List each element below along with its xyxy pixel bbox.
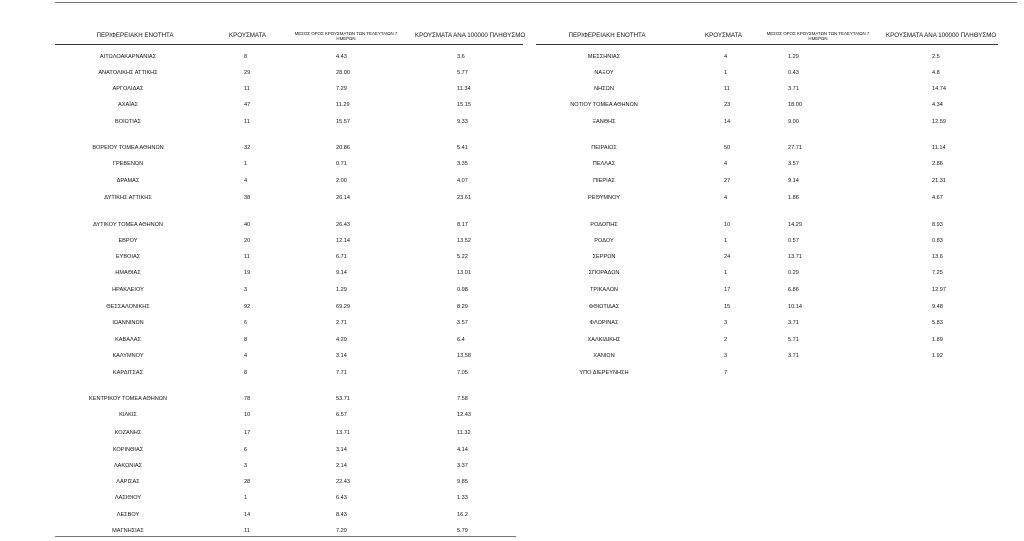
left-header-rule [55, 44, 523, 45]
cell-cases: 6 [244, 447, 248, 453]
right-header-rule [536, 44, 998, 45]
cell-region: ΛΑΡΙΣΑΣ [116, 479, 140, 485]
cell-avg7: 2.14 [336, 463, 347, 469]
cell-avg7: 26.14 [336, 195, 350, 201]
cell-cases: 47 [244, 102, 251, 108]
cell-avg7: 5.71 [788, 337, 799, 343]
cell-avg7: 0.71 [336, 161, 347, 167]
cell-cases: 27 [724, 178, 731, 184]
cell-cases: 1 [724, 70, 728, 76]
cell-per100k: 12.97 [932, 287, 946, 293]
cell-per100k: 5.83 [932, 320, 943, 326]
cell-cases: 19 [244, 270, 251, 276]
cell-per100k: 6.4 [457, 337, 465, 343]
cell-cases: 11 [244, 528, 250, 534]
cell-cases: 3 [724, 353, 728, 359]
cell-avg7: 4.29 [336, 337, 347, 343]
cell-per100k: 23.61 [457, 195, 471, 201]
cell-region: ΦΛΩΡΙΝΑΣ [589, 320, 619, 326]
cell-region: ΑΙΤΩΛΟΑΚΑΡΝΑΝΙΑΣ [99, 54, 157, 60]
cell-avg7: 14.29 [788, 222, 802, 228]
cell-avg7: 20.86 [336, 145, 350, 151]
bottom-rule [55, 536, 516, 537]
cell-cases: 8 [244, 337, 248, 343]
cell-per100k: 12.43 [457, 412, 471, 418]
cell-cases: 11 [244, 119, 250, 125]
right-header-per100k: ΚΡΟΥΣΜΑΤΑ ΑΝΑ 100000 ΠΛΗΘΥΣΜΟ [886, 32, 997, 39]
cell-region: ΡΕΘΥΜΝΟΥ [588, 195, 620, 201]
cell-avg7: 0.57 [788, 238, 799, 244]
cell-cases: 7 [724, 370, 728, 376]
cell-region: ΙΩΑΝΝΙΝΩΝ [112, 320, 144, 326]
cell-region: ΚΟΡΙΝΘΙΑΣ [112, 447, 144, 453]
cell-cases: 14 [724, 119, 731, 125]
cell-cases: 4 [724, 161, 728, 167]
cell-per100k: 5.41 [457, 145, 468, 151]
cell-cases: 8 [244, 54, 248, 60]
cell-cases: 6 [244, 320, 248, 326]
cell-avg7: 9.14 [336, 270, 347, 276]
cell-cases: 1 [724, 238, 728, 244]
cell-cases: 24 [724, 254, 731, 260]
cell-per100k: 4.07 [457, 178, 468, 184]
cell-cases: 4 [244, 178, 248, 184]
cell-per100k: 2.5 [932, 54, 940, 60]
cell-cases: 20 [244, 238, 251, 244]
cell-per100k: 5.79 [457, 528, 468, 534]
cell-per100k: 7.58 [457, 396, 468, 402]
cell-cases: 29 [244, 70, 251, 76]
cell-per100k: 11.34 [457, 86, 471, 92]
cell-region: ΕΥΒΟΙΑΣ [115, 254, 141, 260]
cell-region: ΛΑΚΩΝΙΑΣ [113, 463, 143, 469]
cell-per100k: 5.77 [457, 70, 468, 76]
cell-avg7: 4.43 [336, 54, 347, 60]
cell-region: ΘΕΣΣΑΛΟΝΙΚΗΣ [106, 304, 150, 310]
cell-per100k: 4.8 [932, 70, 940, 76]
cell-per100k: 7.05 [457, 370, 468, 376]
cell-region: ΔΥΤΙΚΟΥ ΤΟΜΕΑ ΑΘΗΝΩΝ [93, 222, 163, 228]
cell-avg7: 11.29 [336, 102, 350, 108]
cell-per100k: 11.32 [457, 430, 471, 436]
cell-avg7: 12.14 [336, 238, 350, 244]
cell-avg7: 0.43 [788, 70, 799, 76]
cell-avg7: 13.71 [788, 254, 802, 260]
cell-avg7: 10.14 [788, 304, 802, 310]
cell-cases: 4 [724, 195, 728, 201]
cell-per100k: 4.67 [932, 195, 943, 201]
cell-cases: 8 [244, 370, 248, 376]
cell-avg7: 69.29 [336, 304, 350, 310]
cell-avg7: 7.29 [336, 528, 347, 534]
cell-per100k: 0.83 [932, 238, 943, 244]
cell-avg7: 6.71 [336, 254, 347, 260]
cell-region: ΡΟΔΟΥ [594, 238, 614, 244]
cell-region: ΝΑΞΟΥ [594, 70, 614, 76]
cell-region: ΝΟΤΙΟΥ ΤΟΜΕΑ ΑΘΗΝΩΝ [570, 102, 638, 108]
cell-avg7: 3.71 [788, 86, 799, 92]
cell-cases: 28 [244, 479, 251, 485]
cell-avg7: 1.29 [336, 287, 347, 293]
cell-cases: 32 [244, 145, 251, 151]
cell-avg7: 3.57 [788, 161, 799, 167]
cell-avg7: 1.86 [788, 195, 799, 201]
cell-per100k: 7.25 [932, 270, 943, 276]
cell-cases: 11 [724, 86, 730, 92]
cell-region: ΓΡΕΒΕΝΩΝ [112, 161, 144, 167]
cell-avg7: 3.14 [336, 447, 347, 453]
cell-avg7: 13.71 [336, 430, 350, 436]
cell-avg7: 7.29 [336, 86, 347, 92]
cell-region: ΜΑΓΝΗΣΙΑΣ [112, 528, 144, 534]
cell-region: ΛΑΣΙΘΙΟΥ [114, 495, 142, 501]
cell-region: ΥΠΟ ΔΙΕΡΕΥΝΗΣΗ [579, 370, 629, 376]
cell-avg7: 3.71 [788, 353, 799, 359]
cell-avg7: 26.43 [336, 222, 350, 228]
cell-per100k: 9.48 [932, 304, 943, 310]
cell-region: ΒΟΡΕΙΟΥ ΤΟΜΕΑ ΑΘΗΝΩΝ [92, 145, 164, 151]
cell-region: ΛΕΣΒΟΥ [116, 512, 140, 518]
cell-cases: 1 [244, 495, 248, 501]
cell-region: ΑΝΑΤΟΛΙΚΗΣ ΑΤΤΙΚΗΣ [98, 70, 158, 76]
cell-cases: 17 [724, 287, 731, 293]
cell-per100k: 4.34 [932, 102, 943, 108]
cell-avg7: 3.71 [788, 320, 799, 326]
right-header-region: ΠΕΡΙΦΕΡΕΙΑΚΗ ΕΝΟΤΗΤΑ [568, 32, 646, 39]
cell-region: ΚΑΒΑΛΑΣ [115, 337, 141, 343]
cell-per100k: 1.92 [932, 353, 943, 359]
cell-per100k: 15.15 [457, 102, 471, 108]
cell-region: ΜΕΣΣΗΝΙΑΣ [587, 54, 621, 60]
cell-cases: 17 [244, 430, 251, 436]
cell-cases: 3 [724, 320, 728, 326]
cell-cases: 23 [724, 102, 731, 108]
cell-cases: 2 [724, 337, 728, 343]
cell-avg7: 2.00 [336, 178, 347, 184]
cell-avg7: 3.14 [336, 353, 347, 359]
cell-cases: 3 [244, 463, 248, 469]
cell-cases: 11 [244, 86, 250, 92]
cell-per100k: 13.52 [457, 238, 471, 244]
cell-per100k: 3.37 [457, 463, 468, 469]
cell-region: ΦΘΙΩΤΙΔΑΣ [588, 304, 620, 310]
cell-cases: 14 [244, 512, 251, 518]
cell-cases: 92 [244, 304, 251, 310]
left-header-region: ΠΕΡΙΦΕΡΕΙΑΚΗ ΕΝΟΤΗΤΑ [96, 32, 174, 39]
cell-region: ΤΡΙΚΑΛΩΝ [589, 287, 619, 293]
cell-cases: 38 [244, 195, 251, 201]
cell-avg7: 7.71 [336, 370, 347, 376]
left-header-avg7: ΜΕΣΟΣ ΟΡΟΣ ΚΡΟΥΣΜΑΤΩΝ ΤΩΝ ΤΕΛΕΥΤΑΙΩΝ 7 ΗΜΕΡΩΝ [294, 31, 398, 41]
cell-region: ΗΜΑΘΙΑΣ [115, 270, 141, 276]
cell-region: ΗΡΑΚΛΕΙΟΥ [112, 287, 144, 293]
cell-cases: 15 [724, 304, 731, 310]
cell-avg7: 1.29 [788, 54, 799, 60]
cell-per100k: 12.59 [932, 119, 946, 125]
cell-per100k: 3.35 [457, 161, 468, 167]
cell-avg7: 2.71 [336, 320, 347, 326]
cell-per100k: 21.31 [932, 178, 946, 184]
cell-per100k: 9.85 [457, 479, 468, 485]
cell-cases: 10 [244, 412, 251, 418]
cell-per100k: 9.33 [457, 119, 468, 125]
cell-per100k: 8.93 [932, 222, 943, 228]
cell-per100k: 1.89 [932, 337, 943, 343]
cell-avg7: 18.00 [788, 102, 802, 108]
cell-cases: 3 [244, 287, 248, 293]
cell-per100k: 4.14 [457, 447, 468, 453]
cell-region: ΕΒΡΟΥ [118, 238, 138, 244]
cell-per100k: 13.58 [457, 353, 471, 359]
cell-region: ΚΑΡΔΙΤΣΑΣ [112, 370, 144, 376]
cell-region: ΚΕΝΤΡΙΚΟΥ ΤΟΜΕΑ ΑΘΗΝΩΝ [88, 396, 168, 402]
cell-per100k: 11.14 [932, 145, 946, 151]
cell-region: ΠΕΙΡΑΙΩΣ [591, 145, 617, 151]
cell-region: ΑΡΓΟΛΙΔΑΣ [112, 86, 144, 92]
cell-cases: 10 [724, 222, 731, 228]
cell-cases: 78 [244, 396, 251, 402]
left-header-per100k: ΚΡΟΥΣΜΑΤΑ ΑΝΑ 100000 ΠΛΗΘΥΣΜΟ [415, 32, 526, 39]
cell-region: ΒΟΙΩΤΙΑΣ [115, 119, 141, 125]
cell-avg7: 9.14 [788, 178, 799, 184]
cell-per100k: 16.2 [457, 512, 468, 518]
right-header-cases: ΚΡΟΥΣΜΑΤΑ [704, 32, 743, 39]
cell-avg7: 9.00 [788, 119, 799, 125]
cell-avg7: 6.43 [336, 495, 347, 501]
cell-avg7: 0.29 [788, 270, 799, 276]
left-header-cases: ΚΡΟΥΣΜΑΤΑ [228, 32, 267, 39]
cell-per100k: 13.6 [932, 254, 943, 260]
cell-per100k: 3.6 [457, 54, 465, 60]
cell-per100k: 14.74 [932, 86, 946, 92]
cell-region: ΝΗΣΩΝ [594, 86, 614, 92]
cell-per100k: 2.86 [932, 161, 943, 167]
cell-region: ΚΟΖΑΝΗΣ [114, 430, 142, 436]
cell-avg7: 8.43 [336, 512, 347, 518]
cell-region: ΣΕΡΡΩΝ [592, 254, 616, 260]
cell-region: ΧΑΝΙΩΝ [593, 353, 615, 359]
cell-cases: 4 [724, 54, 728, 60]
cell-region: ΚΙΛΚΙΣ [119, 412, 137, 418]
cell-per100k: 13.01 [457, 270, 471, 276]
cell-per100k: 3.57 [457, 320, 468, 326]
cell-per100k: 5.22 [457, 254, 468, 260]
right-header-avg7: ΜΕΣΟΣ ΟΡΟΣ ΚΡΟΥΣΜΑΤΩΝ ΤΩΝ ΤΕΛΕΥΤΑΙΩΝ 7 ΗΜΕΡΩΝ [766, 31, 870, 41]
cell-region: ΔΡΑΜΑΣ [116, 178, 140, 184]
cell-avg7: 22.43 [336, 479, 350, 485]
cell-region: ΠΙΕΡΙΑΣ [593, 178, 615, 184]
cell-cases: 50 [724, 145, 731, 151]
cell-region: ΑΧΑΪΑΣ [118, 102, 138, 108]
cell-region: ΔΥΤΙΚΗΣ ΑΤΤΙΚΗΣ [104, 195, 152, 201]
cell-avg7: 53.71 [336, 396, 350, 402]
cell-per100k: 8.17 [457, 222, 468, 228]
top-rule [55, 2, 1017, 3]
cell-avg7: 15.57 [336, 119, 350, 125]
cell-region: ΚΑΛΥΜΝΟΥ [112, 353, 144, 359]
cell-cases: 4 [244, 353, 248, 359]
cell-cases: 40 [244, 222, 251, 228]
cell-avg7: 27.71 [788, 145, 802, 151]
cell-region: ΣΠΟΡΑΔΩΝ [588, 270, 620, 276]
cell-per100k: 8.29 [457, 304, 468, 310]
cell-region: ΞΑΝΘΗΣ [592, 119, 616, 125]
cell-avg7: 28.00 [336, 70, 350, 76]
cell-cases: 1 [724, 270, 728, 276]
cell-avg7: 6.86 [788, 287, 799, 293]
cell-region: ΡΟΔΟΠΗΣ [590, 222, 618, 228]
cell-cases: 11 [244, 254, 250, 260]
cell-cases: 1 [244, 161, 248, 167]
cell-avg7: 6.57 [336, 412, 347, 418]
cell-region: ΠΕΛΛΑΣ [592, 161, 616, 167]
cell-region: ΧΑΛΚΙΔΙΚΗΣ [587, 337, 621, 343]
cell-per100k: 1.33 [457, 495, 468, 501]
cell-per100k: 0.98 [457, 287, 468, 293]
